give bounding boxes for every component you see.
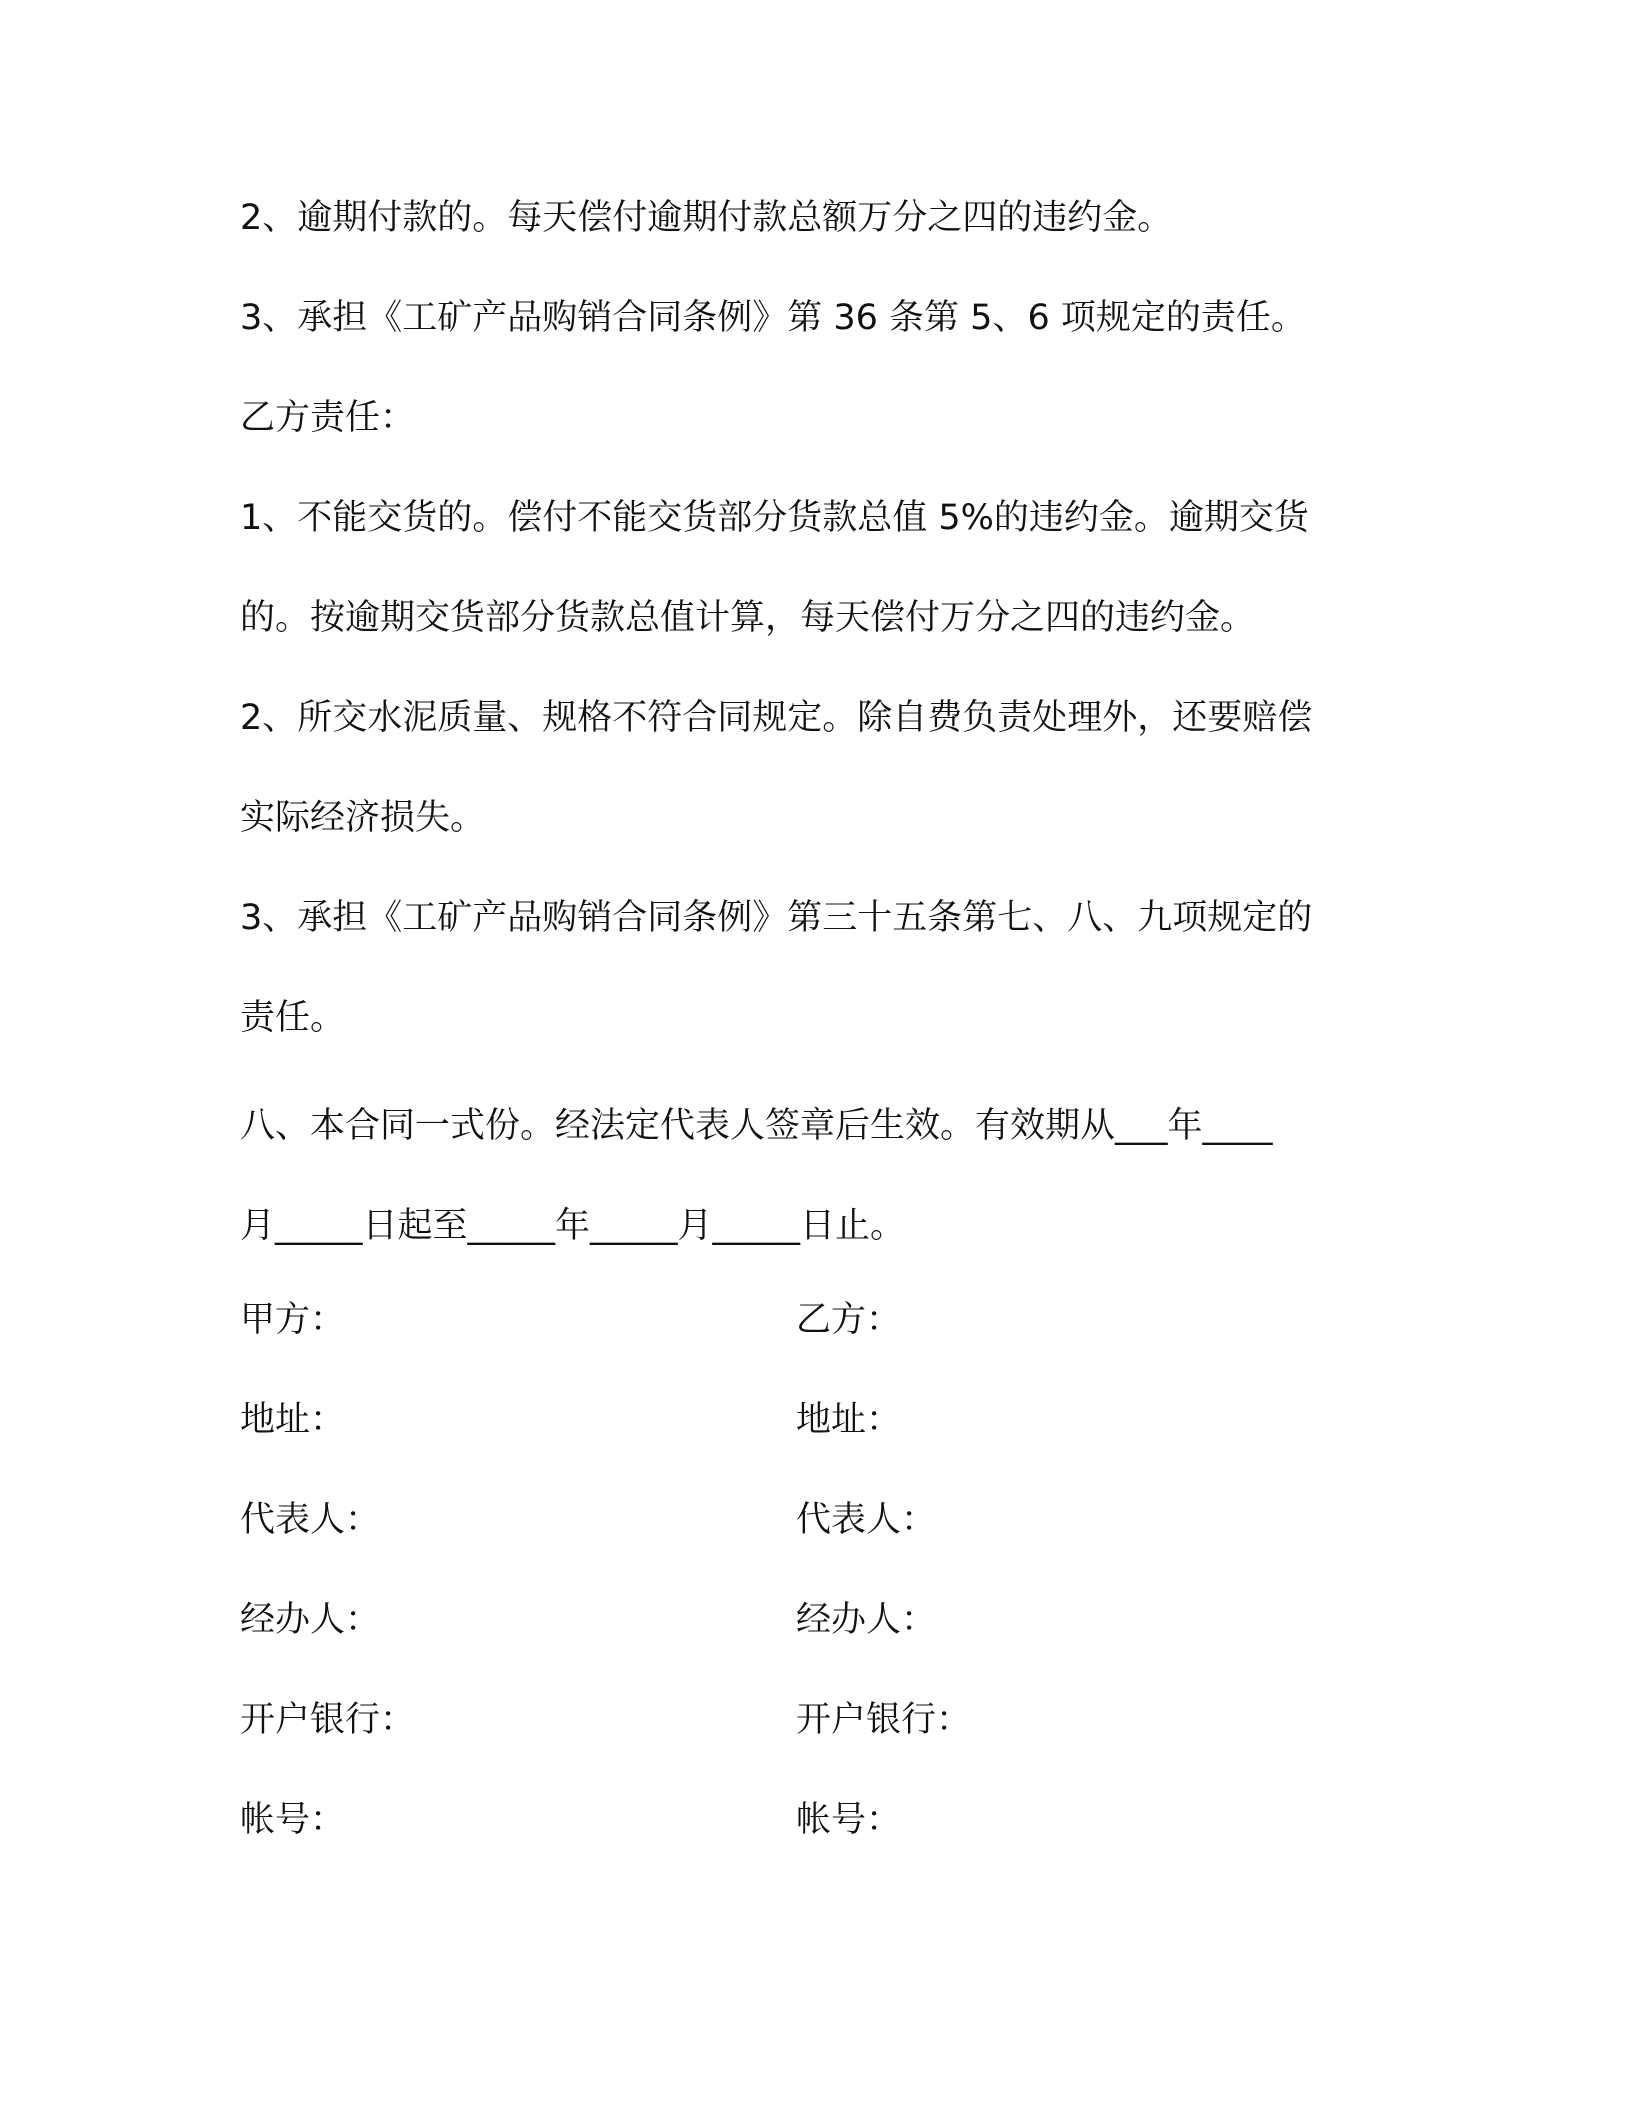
party-b-bank: 开户银行： xyxy=(796,1700,972,1740)
paragraph-validity: 八、本合同一式份。经法定代表人签章后生效。有效期从___年____ xyxy=(240,1106,1273,1146)
party-a-bank: 开户银行： xyxy=(240,1700,416,1740)
party-b-representative: 代表人： xyxy=(796,1500,937,1540)
paragraph-non-delivery: 1、不能交货的。偿付不能交货部分货款总值 5%的违约金。逾期交货 xyxy=(240,498,1309,538)
party-a-agent: 经办人： xyxy=(240,1600,381,1640)
paragraph-quality: 2、所交水泥质量、规格不符合同规定。除自费负责处理外，还要赔偿 xyxy=(240,698,1313,738)
party-b-address: 地址： xyxy=(796,1400,902,1440)
paragraph-party-a-regulation: 3、承担《工矿产品购销合同条例》第 36 条第 5、6 项规定的责任。 xyxy=(240,298,1306,338)
party-a-address: 地址： xyxy=(240,1400,346,1440)
paragraph-late-payment: 2、逾期付款的。每天偿付逾期付款总额万分之四的违约金。 xyxy=(240,198,1173,238)
paragraph-non-delivery-cont: 的。按逾期交货部分货款总值计算，每天偿付万分之四的违约金。 xyxy=(240,598,1256,638)
paragraph-quality-cont: 实际经济损失。 xyxy=(240,798,486,838)
section-heading-party-b-liability: 乙方责任： xyxy=(240,398,416,438)
party-b-account: 帐号： xyxy=(796,1800,902,1840)
party-b-label: 乙方： xyxy=(796,1300,902,1340)
party-a-representative: 代表人： xyxy=(240,1500,381,1540)
party-a-account: 帐号： xyxy=(240,1800,346,1840)
party-a-label: 甲方： xyxy=(240,1300,346,1340)
paragraph-validity-cont: 月_____日起至_____年_____月_____日止。 xyxy=(240,1206,906,1246)
paragraph-party-b-regulation: 3、承担《工矿产品购销合同条例》第三十五条第七、八、九项规定的 xyxy=(240,898,1313,938)
paragraph-party-b-regulation-cont: 责任。 xyxy=(240,998,346,1038)
party-b-agent: 经办人： xyxy=(796,1600,937,1640)
